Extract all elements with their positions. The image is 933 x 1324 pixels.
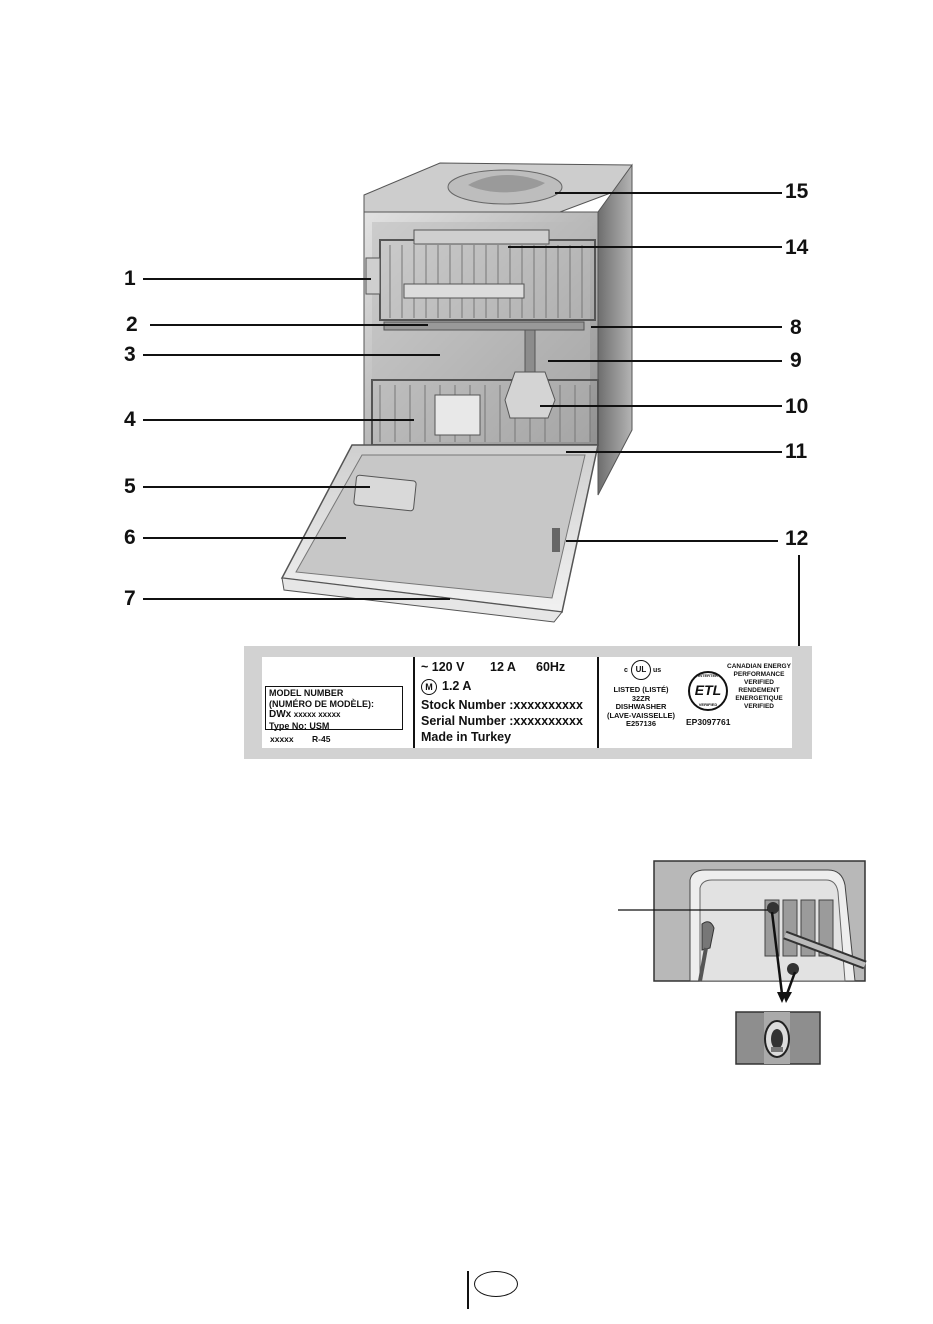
plate-code: xxxxx xyxy=(270,734,294,744)
model-prefix: DWx xyxy=(269,709,292,720)
etl-number: EP3097761 xyxy=(686,717,731,727)
model-number-box xyxy=(265,686,403,730)
callout-12: 12 xyxy=(785,527,809,550)
callout-4: 4 xyxy=(124,408,136,431)
callout-3: 3 xyxy=(124,343,136,366)
callout-8: 8 xyxy=(790,316,802,339)
plate-refrigerant: R-45 xyxy=(312,734,331,744)
type-no-value: USM xyxy=(309,720,330,731)
plate-stock-number: Stock Number :xxxxxxxxxx xyxy=(421,698,583,712)
rear-outlet-detail-photo xyxy=(618,861,865,1003)
plate-made-in: Made in Turkey xyxy=(421,730,512,744)
etl-logo-icon: INTERTEK ETL VERIFIED xyxy=(688,671,728,711)
callout-1: 1 xyxy=(124,267,136,290)
model-value: xxxxx xxxxx xyxy=(293,710,341,719)
model-number-label-fr: (NUMÉRO DE MODÈLE): xyxy=(269,698,374,709)
plate-current: 12 A xyxy=(490,660,516,674)
rating-plate xyxy=(244,646,812,759)
rating-plate-label xyxy=(262,657,792,748)
callout-9: 9 xyxy=(790,349,802,372)
callout-7: 7 xyxy=(124,587,136,610)
dishwasher-photo xyxy=(282,163,632,622)
motor-symbol-icon: M xyxy=(421,679,437,695)
plate-divider-1 xyxy=(413,657,415,748)
callout-6: 6 xyxy=(124,526,136,549)
plate-voltage: ~ 120 V xyxy=(421,660,465,674)
callout-14: 14 xyxy=(785,236,809,259)
callout-2: 2 xyxy=(126,313,138,336)
callout-15: 15 xyxy=(785,180,809,203)
plate-motor-current: 1.2 A xyxy=(442,679,472,693)
model-number-label: MODEL NUMBER xyxy=(269,688,344,698)
ul-logo-icon: c UL us xyxy=(624,660,656,682)
callout-11: 11 xyxy=(785,440,808,463)
footer-rule xyxy=(467,1271,469,1309)
plate-divider-2 xyxy=(597,657,599,748)
page-number-oval xyxy=(474,1271,518,1297)
callout-10: 10 xyxy=(785,395,809,418)
type-no-label: Type No: xyxy=(269,720,307,731)
callout-5: 5 xyxy=(124,475,136,498)
energy-verification-text: CANADIAN ENERGY PERFORMANCE VERIFIED RENDEMENT ENERGETIQUE VERIFIED xyxy=(727,663,791,710)
plate-frequency: 60Hz xyxy=(536,660,566,674)
plate-serial-number: Serial Number :xxxxxxxxxx xyxy=(421,714,583,728)
outlet-closeup-photo xyxy=(736,1012,820,1064)
ul-certification-text: LISTED (LISTÉ) 32ZR DISHWASHER (LAVE-VAISSELLE) E257136 xyxy=(606,685,676,728)
